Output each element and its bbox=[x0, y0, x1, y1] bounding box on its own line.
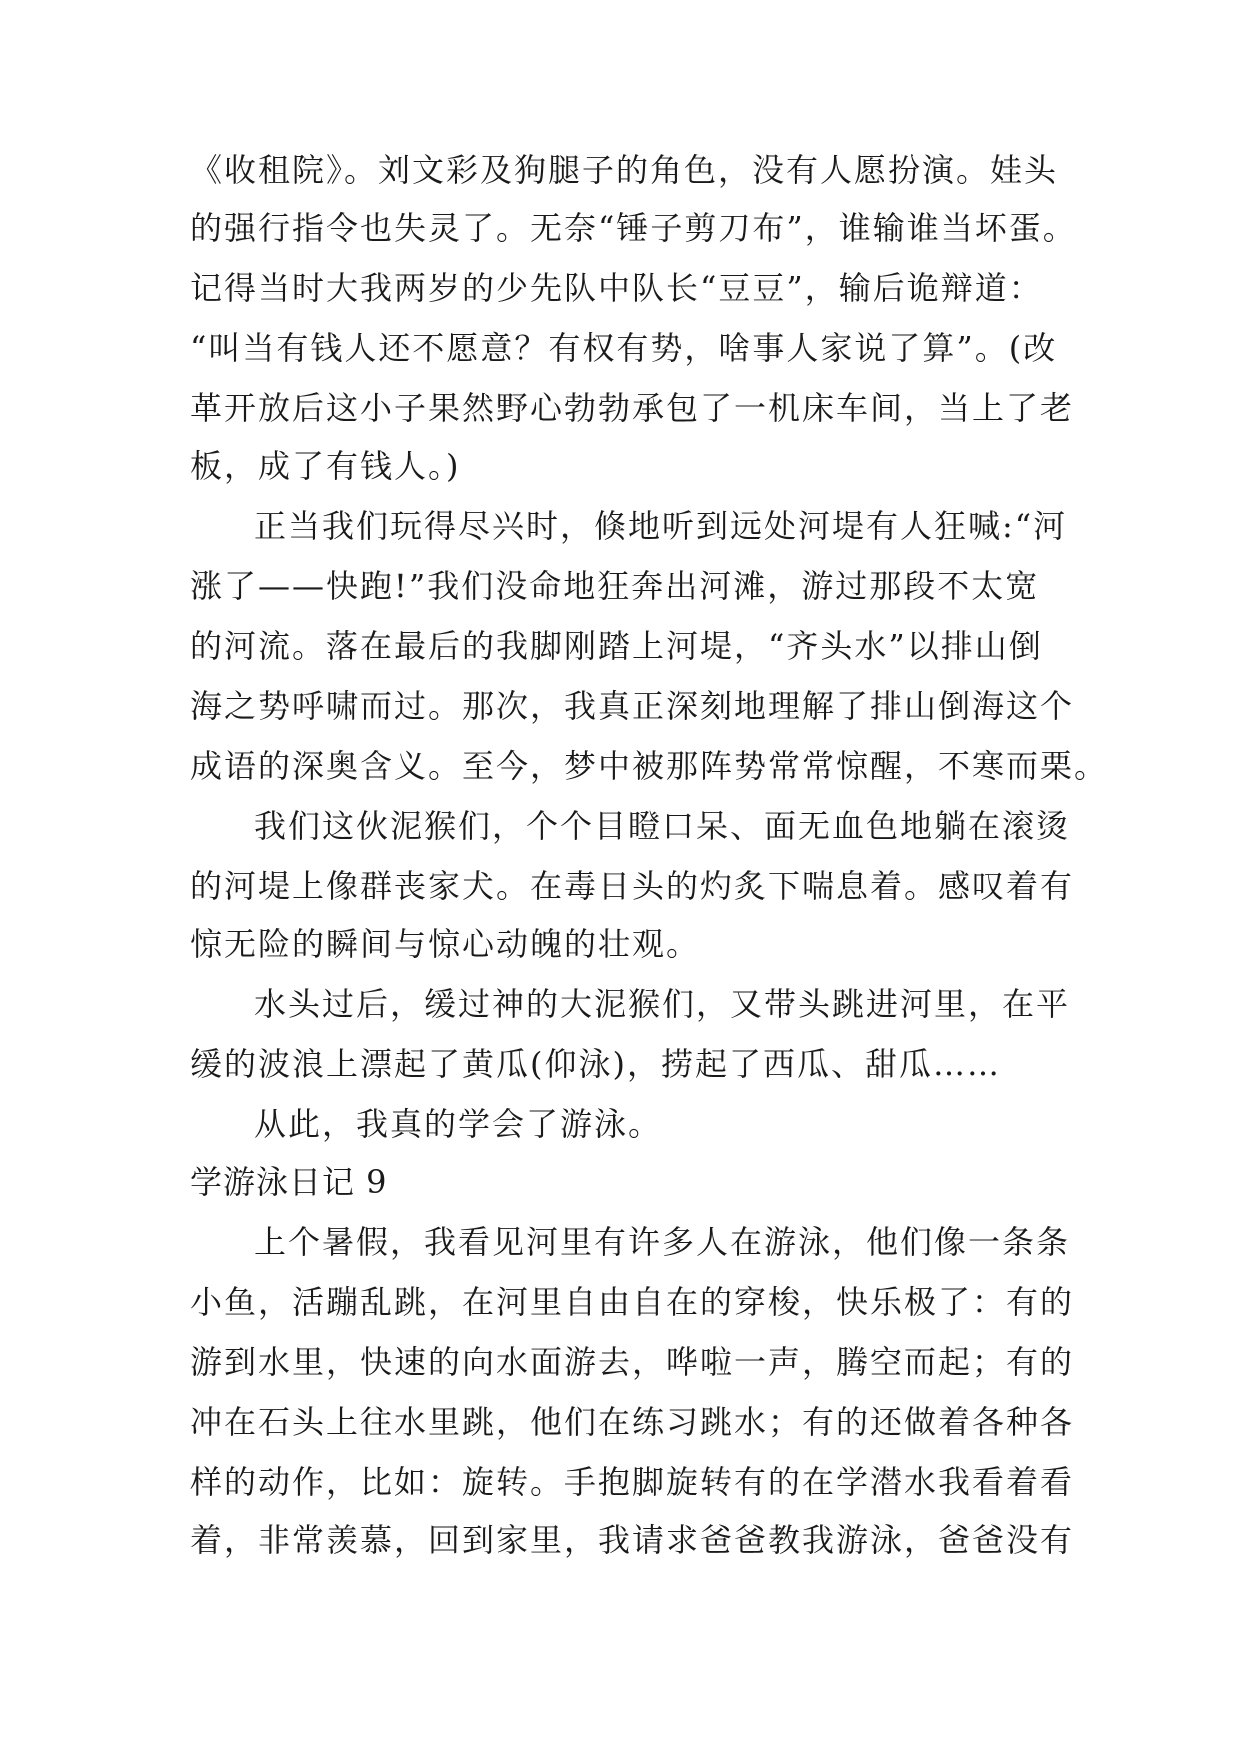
text-line: 板，成了有钱人。) bbox=[190, 447, 461, 485]
section-heading: 学游泳日记 9 bbox=[190, 1163, 388, 1201]
text-line: 惊无险的瞬间与惊心动魄的壮观。 bbox=[190, 925, 701, 963]
paragraph-start: 水头过后，缓过神的大泥猴们，又带头跳进河里，在平 bbox=[254, 985, 1071, 1023]
text-line: 着，非常羡慕，回到家里，我请求爸爸教我游泳，爸爸没有 bbox=[190, 1521, 1075, 1559]
text-line: 游到水里，快速的向水面游去，哗啦一声，腾空而起；有的 bbox=[190, 1343, 1075, 1381]
text-line: 冲在石头上往水里跳，他们在练习跳水；有的还做着各种各 bbox=[190, 1403, 1075, 1441]
text-line: 革开放后这小子果然野心勃勃承包了一机床车间，当上了老 bbox=[190, 389, 1075, 427]
text-line: “叫当有钱人还不愿意？有权有势，啥事人家说了算”。(改 bbox=[190, 329, 1058, 367]
text-line: 的河流。落在最后的我脚刚踏上河堤，“齐头水”以排山倒 bbox=[190, 627, 1043, 665]
text-line: 的河堤上像群丧家犬。在毒日头的灼炙下喘息着。感叹着有 bbox=[190, 867, 1075, 905]
paragraph-start: 正当我们玩得尽兴时，倏地听到远处河堤有人狂喊:“河 bbox=[254, 507, 1068, 545]
paragraph-start: 上个暑假，我看见河里有许多人在游泳，他们像一条条 bbox=[254, 1223, 1071, 1261]
text-line: 缓的波浪上漂起了黄瓜(仰泳)，捞起了西瓜、甜瓜…… bbox=[190, 1045, 1001, 1083]
text-line: 涨了——快跑!”我们没命地狂奔出河滩，游过那段不太宽 bbox=[190, 567, 1040, 605]
text-line: 海之势呼啸而过。那次，我真正深刻地理解了排山倒海这个 bbox=[190, 687, 1075, 725]
paragraph-start: 我们这伙泥猴们，个个目瞪口呆、面无血色地躺在滚烫 bbox=[254, 807, 1071, 845]
text-line: 样的动作，比如：旋转。手抱脚旋转有的在学潜水我看着看 bbox=[190, 1463, 1075, 1501]
text-line: 的强行指令也失灵了。无奈“锤子剪刀布”，谁输谁当坏蛋。 bbox=[190, 209, 1077, 247]
text-line: 记得当时大我两岁的少先队中队长“豆豆”，输后诡辩道： bbox=[190, 269, 1043, 307]
text-line: 小鱼，活蹦乱跳，在河里自由自在的穿梭，快乐极了：有的 bbox=[190, 1283, 1075, 1321]
paragraph-start: 从此，我真的学会了游泳。 bbox=[254, 1105, 663, 1143]
text-line: 成语的深奥含义。至今，梦中被那阵势常常惊醒，不寒而栗。 bbox=[190, 747, 1109, 785]
text-line: 《收租院》。刘文彩及狗腿子的角色，没有人愿扮演。娃头 bbox=[190, 151, 1059, 189]
